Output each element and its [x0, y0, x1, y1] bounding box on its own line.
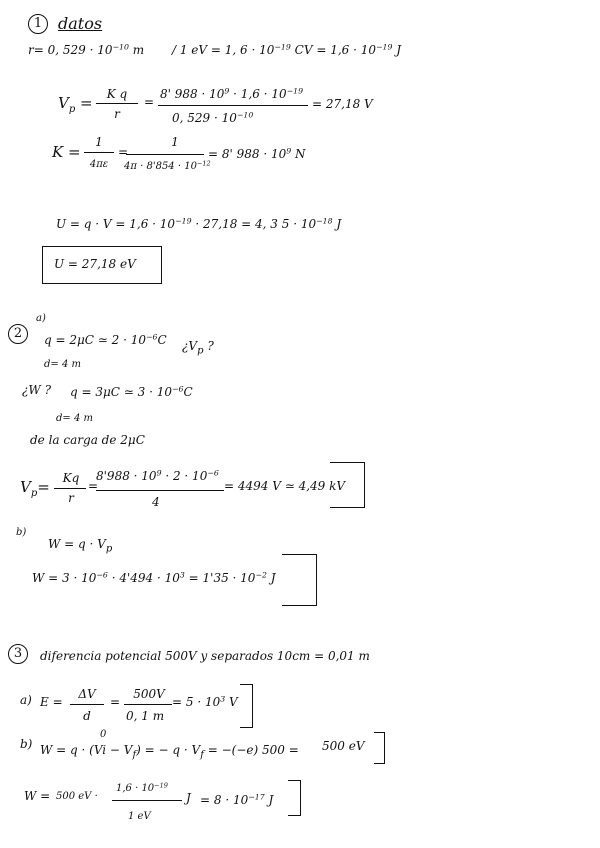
- result-bracket: [374, 732, 385, 764]
- part-b-label: b): [20, 737, 33, 751]
- vp-numerator-values: 8' $988 \cdot 10^9 \cdot 1,6 \cdot 10^{-19}$: [160, 86, 304, 101]
- part-a-label: a): [20, 693, 32, 707]
- result-bracket: [288, 780, 301, 816]
- vp2-result: = 4494 V ≃ 4,49 kV: [224, 479, 346, 493]
- problem-3-statement: diferencia potencial 500V y separados 10cm = 0,01 m: [40, 649, 370, 663]
- vp2-numerator-values: $8'988 \cdot 10^9 \cdot 2 \cdot 10^{-6}$: [96, 468, 219, 483]
- field-denominator-value: 0, 1 m: [126, 709, 165, 723]
- field-numerator-value: 500V: [133, 687, 165, 701]
- fraction-bar: [70, 704, 104, 705]
- k-formula-lhs: K =: [52, 143, 81, 161]
- zero-annotation: 0: [100, 729, 107, 740]
- vp2-denominator-value: 4: [152, 495, 160, 509]
- work-question: ¿W ?: [22, 383, 52, 397]
- work-derivation: $W = q \cdot (Vi - V_f)$ = − $q \cdot V_f = -(-e) 500$ =: [40, 743, 299, 761]
- field-result: = $5 \cdot 10^3$ V: [172, 694, 238, 709]
- fraction-bar: [126, 154, 204, 155]
- result-bracket: [240, 684, 253, 728]
- charge-1: q = 2μC ≃ $2 \cdot 10^{-6}C$: [44, 332, 167, 347]
- energy-calculation: $U = q \cdot V = 1,6 \cdot 10^{-19} \cdot 27,18 = 4$, 3 $5 \cdot 10^{-18}$ J: [56, 216, 342, 231]
- result-bracket: [282, 554, 317, 606]
- fraction-bar: [84, 152, 114, 153]
- result-bracket: [330, 462, 365, 508]
- problem-1-number: 1: [28, 14, 48, 34]
- problem-1-title: datos: [58, 14, 103, 33]
- potential-question: ¿$V_p$ ?: [182, 339, 214, 357]
- k-result: = 8' $988 \cdot 10^9$ N: [208, 146, 306, 161]
- work-result-ev: 500 eV: [322, 739, 365, 753]
- distance-1: d= 4 m: [44, 359, 81, 370]
- radius-value: r= 0, $529 \cdot 10^{-10}$ m: [28, 42, 145, 57]
- vp-denominator-values: 0, $529 \cdot 10^{-10}$: [172, 110, 254, 125]
- vp2-denominator: r: [68, 491, 74, 505]
- k-denominator-values: $4\pi \cdot 8'854 \cdot 10^{-12}$: [124, 159, 211, 172]
- field-denominator: d: [83, 709, 91, 723]
- k-numerator: 1: [95, 135, 103, 149]
- from-charge-note: de la carga de 2μC: [30, 433, 145, 447]
- work-ev-value: 500 eV ·: [56, 791, 98, 802]
- part-a-label: a): [36, 313, 46, 324]
- field-lhs: E =: [40, 695, 63, 709]
- vp2-lhs: $V_p=$: [20, 478, 50, 499]
- field-numerator: ΔV: [78, 687, 96, 701]
- vp-formula-lhs: $V_p$ =: [58, 94, 93, 115]
- work-lhs: W =: [24, 789, 51, 803]
- work-formula: $W = q \cdot V_p$: [48, 537, 113, 555]
- energy-answer: U = 27,18 eV: [54, 257, 136, 271]
- vp-result: = 27,18 V: [312, 97, 373, 111]
- conversion-numerator: $1,6 \cdot 10^{-19}$: [116, 781, 168, 794]
- fraction-bar: [158, 105, 308, 106]
- vp-denominator: r: [114, 107, 120, 121]
- problem-2-number: 2: [8, 324, 28, 344]
- k-numerator-value: 1: [171, 135, 179, 149]
- work-calculation: $W = 3 \cdot 10^{-6} \cdot 4'494 \cdot 10^3 = 1'35 \cdot 10^{-2}$ J: [32, 570, 276, 585]
- fraction-bar: [124, 704, 172, 705]
- vp-numerator: K q: [106, 87, 128, 101]
- work-result-joules: = $8 \cdot 10^{-17}$ J: [200, 792, 274, 807]
- part-b-label: b): [16, 527, 27, 538]
- fraction-bar: [54, 488, 86, 489]
- fraction-bar: [112, 800, 182, 801]
- k-denominator: 4πε: [89, 159, 109, 170]
- fraction-bar: [96, 490, 224, 491]
- conversion-unit: J: [186, 791, 191, 805]
- conversion-denominator: 1 eV: [128, 811, 151, 822]
- charge-2: q = 3μC ≃ $3 \cdot 10^{-6}C$: [70, 384, 193, 399]
- distance-2: d= 4 m: [56, 413, 93, 424]
- ev-conversion: / 1 eV = 1, $6 \cdot 10^{-19}$ CV = $1,6 \cdot 10^{-19}$ J: [172, 42, 402, 57]
- problem-3-number: 3: [8, 644, 28, 664]
- fraction-bar: [96, 103, 138, 104]
- vp2-numerator: Kq: [62, 471, 80, 485]
- notes-page: 1 datos r= 0, $529 \cdot 10^{-10}$ m / 1 eV = 1, $6 \cdot 10^{-19}$ CV = $1,6 \cdot 10^{-19}$ J $V_p$ = K q r = 8' $988 \cdot 10^9 \cdot 1,6 \cdot 10^{-19}$ 0, $529 \cdot 10^{-10}$ = 27,18 V K = 1 4πε = 1 $4\pi \cdot 8'854 \cdot 10^{-12}$ = 8' $988 \cdot 10^9$ N $U = q \cdot V = 1,6 \cdot 10^{-19} \cdot 27,18 = 4$, 3 $5 \cdot 10^{-18}$ J U = 27,18 eV 2 a) q = 2μC ≃ $2 \cdot 10^{-6}C$ ¿$V_p$ ? d= 4 m ¿W ? q = 3μC ≃ $3 \cdot 10^{-6}C$ d= 4 m de la carga de 2μC $V_p=$ Kq r = $8'988 \cdot 10^9 \cdot 2 \cdot 10^{-6}$ 4 = 4494 V ≃ 4,49 kV b) $W = q \cdot V_p$ $W = 3 \cdot 10^{-6} \cdot 4'494 \cdot 10^3 = 1'35 \cdot 10^{-2}$ J 3 diferencia potencial 500V y separados 10cm = 0,01 m a) E = ΔV d = 500V 0, 1 m = $5 \cdot 10^3$ V b) 0 $W = q \cdot (Vi - V_f)$ = − $q \cdot V_f = -(-e) 500$ = 500 eV W = 500 eV · $1,6 \cdot 10^{-19}$ 1 eV J = $8 \cdot 10^{-17}$ J: [0, 0, 600, 848]
